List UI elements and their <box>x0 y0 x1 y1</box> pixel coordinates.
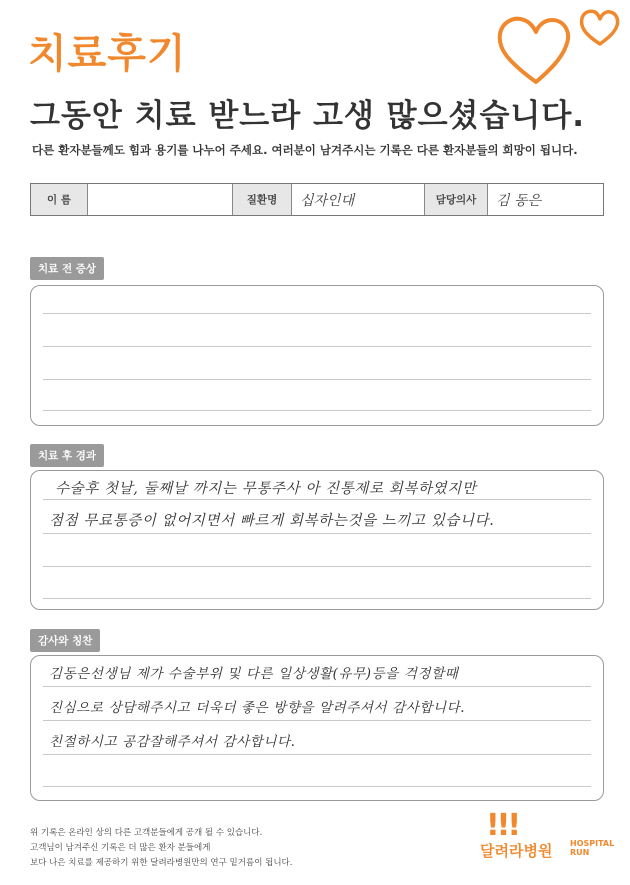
footer-line: 고객님이 남겨주신 기록은 더 많은 환자 분들에게 <box>30 843 211 853</box>
section-tab-before: 치료 전 증상 <box>30 257 104 280</box>
hospital-logo <box>480 808 615 868</box>
handwritten-line: 수술후 첫날, 둘째날 까지는 무통주사 아 진통제로 회복하였지만 <box>55 481 477 497</box>
disease-field[interactable]: 십자인대 <box>292 184 425 215</box>
ruled-line <box>43 346 591 347</box>
name-field[interactable] <box>88 184 233 215</box>
ruled-line <box>43 754 591 755</box>
info-table <box>30 183 604 216</box>
footer-line: 위 기록은 온라인 상의 다른 고객분들에게 공개 될 수 있습니다. <box>30 828 263 838</box>
disease-label: 질환명 <box>233 184 292 215</box>
after-box[interactable] <box>30 470 604 610</box>
handwritten-line: 진심으로 상담해주시고 더욱더 좋은 방향을 알려주셔서 감사합니다. <box>49 700 466 716</box>
name-label: 이 름 <box>31 184 88 215</box>
doctor-field[interactable]: 김 동은 <box>496 192 542 209</box>
ruled-line <box>43 598 591 599</box>
hearts-icon <box>492 4 626 90</box>
ruled-line <box>43 499 591 500</box>
ruled-line <box>43 379 591 380</box>
ruled-line <box>43 686 591 687</box>
section-tab-after: 치료 후 경과 <box>30 444 104 467</box>
form-title: 치료후기 <box>28 31 187 77</box>
handwritten-line: 김동은선생님 제가 수술부위 및 다른 일상생활(유무)등을 걱정할때 <box>49 666 459 682</box>
ruled-line <box>43 566 591 567</box>
logo-en <box>570 839 614 857</box>
logo-en-line1: HOSPITAL <box>570 839 615 848</box>
ruled-line <box>43 720 591 721</box>
footer-note <box>30 826 292 871</box>
headline: 그동안 치료 받느라 고생 많으셨습니다. <box>30 98 586 134</box>
before-box[interactable] <box>30 285 604 426</box>
logo-en-line2: RUN <box>570 848 590 857</box>
ruled-line <box>43 786 591 787</box>
ruled-line <box>43 313 591 314</box>
logo-name: 달려라병원 <box>480 842 553 860</box>
ruled-line <box>43 533 591 534</box>
subline: 다른 환자분들께도 힘과 용기를 나누어 주세요. 여러분이 남겨주시는 기록은 다른 환자분들의 희망이 됩니다. <box>32 143 578 157</box>
section-tab-thanks: 감사와 칭찬 <box>30 629 100 652</box>
handwritten-line: 점점 무료통증이 없어지면서 빠르게 회복하는것을 느끼고 있습니다. <box>49 513 495 529</box>
handwritten-line: 친절하시고 공감잘해주셔서 감사합니다. <box>49 734 296 750</box>
logo-exclaim: !!! <box>486 808 519 843</box>
ruled-line <box>43 410 591 411</box>
thanks-box[interactable] <box>30 655 604 801</box>
doctor-label: 담당의사 <box>425 184 488 215</box>
footer-line: 보다 나은 치료를 제공하기 위한 달려라병원만의 연구 밑거름이 됩니다. <box>30 858 293 868</box>
